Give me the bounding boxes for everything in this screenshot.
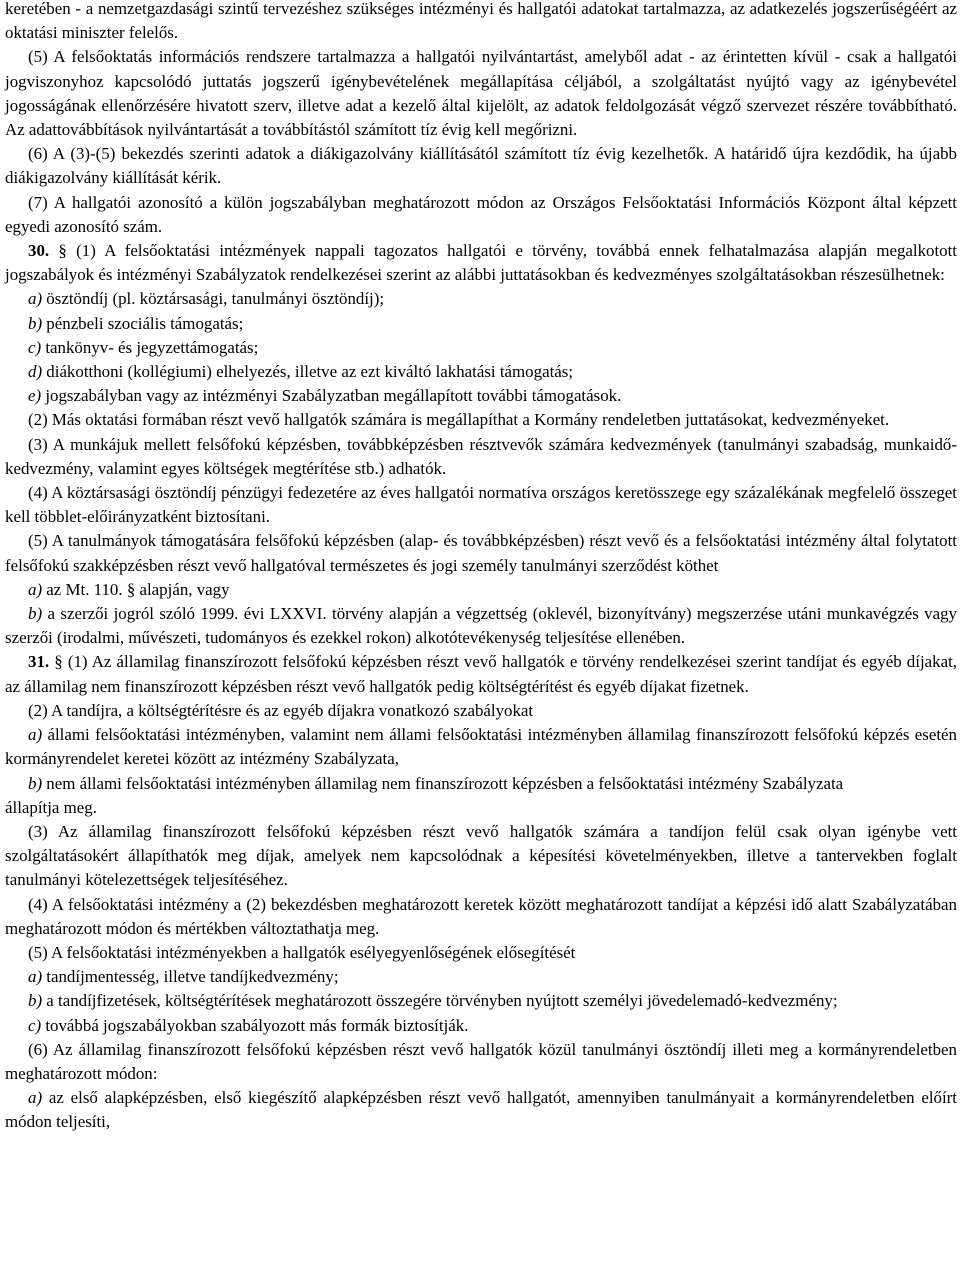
- list-item: [5, 772, 957, 796]
- list-item-label: b): [28, 773, 43, 793]
- list-item: [5, 989, 957, 1013]
- paragraph-29-5: (5) A felsőoktatás információs rendszere tartalmazza a hallgatói nyilvántartást, amelyből adat - az érintetten kívül - csak a hallgatói jogviszonyhoz kapcsolódó juttatás jogszerű igénybevételének megállapítása céljából, a szolgáltatást nyújtó vagy az igénybevétel jogosságának ellenőrzésére hivatott szerv, illetve adat a kezelő által kijelölt, az adatok feldolgozását végző szervezet részére továbbítható. Az adattovábbítások nyilvántartását a továbbítástól számított tíz évig kell megőrizni.: [5, 47, 957, 140]
- list-item-text: a tandíjfizetések, költségtérítések meghatározott összegére törvényben nyújtott személyi jövedelemadó-kedvezmény;: [42, 991, 838, 1011]
- list-item-label: a): [28, 579, 43, 599]
- list-item: [5, 965, 957, 989]
- list-item: [5, 578, 957, 602]
- list-item: [5, 360, 957, 384]
- section-31-paragraph-2: (2) A tandíjra, a költségtérítésre és az egyéb díjakra vonatkozó szabályokat: [28, 700, 534, 720]
- section-30-paragraph-1: [5, 239, 957, 287]
- list-item: [5, 312, 957, 336]
- list-item: [5, 1086, 957, 1134]
- list-item-text: az Mt. 110. § alapján, vagy: [42, 579, 230, 599]
- paragraph-fragment: keretében - a nemzetgazdasági szintű tervezéshez szükséges intézményi és hallgatói adatokat tartalmazza, az adatkezelés jogszerűségéért az oktatási miniszter felelős.: [5, 0, 957, 43]
- section-31-paragraph-5: (5) A felsőoktatási intézményekben a hallgatók esélyegyenlőségének elősegítését: [28, 942, 576, 962]
- list-item-text: ösztöndíj (pl. köztársasági, tanulmányi ösztöndíj);: [42, 289, 385, 309]
- list-item-label: e): [28, 386, 42, 406]
- list-item-text: továbbá jogszabályokban szabályozott más formák biztosítják.: [41, 1015, 469, 1035]
- list-item-text: pénzbeli szociális támogatás;: [42, 313, 244, 333]
- list-item-text: tankönyv- és jegyzettámogatás;: [41, 337, 259, 357]
- section-31-p1-text: § (1) Az államilag finanszírozott felsőfokú képzésben részt vevő hallgatók e törvény rendelkezései szerint tandíjat és egyéb díjakat, az államilag nem finanszírozott képzésben részt vevő hallgatók pedig költségtérítést és egyéb díjakat fizetnek.: [5, 652, 957, 696]
- section-30-p1-text: § (1) A felsőoktatási intézmények nappali tagozatos hallgatói e törvény, továbbá ennek felhatalmazása alapján megalkotott jogszabályok és intézményi Szabályzatok rendelkezései szerint az alábbi juttatásokban és kedvezményes szolgáltatásokban részesülhetnek:: [5, 241, 957, 285]
- section-31-paragraph-2-tail: állapítja meg.: [5, 797, 97, 817]
- list-item-text: állami felsőoktatási intézményben, valamint nem állami felsőoktatási intézményben államilag finanszírozott felsőfokú képzés esetén kormányrendelet keretei között az intézmény Szabályzata,: [5, 725, 957, 769]
- list-item-text: tandíjmentesség, illetve tandíjkedvezmény;: [42, 967, 339, 987]
- paragraph-29-6: (6) A (3)-(5) bekezdés szerinti adatok a diákigazolvány kiállításától számított tíz évig kezelhetők. A határidő újra kezdődik, ha újabb diákigazolvány kiállítását kérik.: [5, 144, 957, 188]
- list-item-label: b): [28, 604, 43, 624]
- section-31-paragraph-3: (3) Az államilag finanszírozott felsőfokú képzésben részt vevő hallgatók számára a tandíjon felül csak olyan igénybe vett szolgáltatásokért állapíthatók meg díjak, amelyek nem kapcsolódnak a képesítési követelményekben, illetve a tantervekben foglalt tanulmányi kötelezettségek teljesítéséhez.: [5, 821, 957, 890]
- list-item-text: nem állami felsőoktatási intézményben államilag nem finanszírozott képzésben a felsőoktatási intézmény Szabályzata: [42, 773, 844, 793]
- section-31-paragraph-6: (6) Az államilag finanszírozott felsőfokú képzésben részt vevő hallgatók közül tanulmányi ösztöndíj illeti meg a kormányrendeletben meghatározott módon:: [5, 1039, 957, 1083]
- list-item-text: az első alapképzésben, első kiegészítő alapképzésben részt vevő hallgatót, amennyiben tanulmányait a kormányrendeletben előírt módon teljesíti,: [5, 1088, 957, 1132]
- list-item-label: a): [28, 967, 43, 987]
- section-30-paragraph-2: (2) Más oktatási formában részt vevő hallgatók számára is megállapíthat a Kormány rendeletben juttatásokat, kedvezményeket.: [28, 410, 890, 430]
- list-item-label: a): [28, 1088, 43, 1108]
- list-item-label: a): [28, 289, 43, 309]
- section-30-paragraph-4: (4) A köztársasági ösztöndíj pénzügyi fedezetére az éves hallgatói normatíva országos keretösszege egy százalékának megfelelő összeget kell többlet-előirányzatként biztosítani.: [5, 483, 957, 527]
- list-item: [5, 287, 957, 311]
- section-30-item-list: [5, 287, 957, 408]
- list-item: [5, 384, 957, 408]
- list-item-label: c): [28, 1015, 42, 1035]
- section-31-paragraph-4: (4) A felsőoktatási intézmény a (2) bekezdésben meghatározott keretek között meghatározott tandíjat a képzési idő alatt Szabályzatában meghatározott módon és mértékben változtathatja meg.: [5, 894, 957, 938]
- list-item: [5, 602, 957, 650]
- list-item-text: diákotthoni (kollégiumi) elhelyezés, illetve az ezt kiváltó lakhatási támogatás;: [42, 362, 574, 382]
- list-item-label: c): [28, 337, 42, 357]
- list-item-text: a szerzői jogról szóló 1999. évi LXXVI. törvény alapján a végzettség (oklevél, bizonyítvány) megszerzése utáni munkavégzés vagy szerzői (irodalmi, művészeti, tudományos és ezekkel rokon) alkotótevékenység teljesítése ellenében.: [5, 604, 957, 648]
- document-page: [5, 0, 957, 1135]
- list-item: [5, 1014, 957, 1038]
- section-30-paragraph-5: (5) A tanulmányok támogatására felsőfokú képzésben (alap- és továbbképzésben) részt vevő és a felsőoktatási intézmény által folytatott felsőfokú szakképzésben részt vevő hallgatóval természetes és jogi személy tanulmányi szerződést köthet: [5, 531, 957, 575]
- section-number: 30.: [28, 241, 50, 261]
- list-item: [5, 336, 957, 360]
- section-31-paragraph-1: [5, 650, 957, 698]
- section-number: 31.: [28, 652, 50, 672]
- list-item-label: d): [28, 362, 43, 382]
- paragraph-29-7: (7) A hallgatói azonosító a külön jogszabályban meghatározott módon az Országos Felsőoktatási Információs Központ által képzett egyedi azonosító szám.: [5, 192, 957, 236]
- list-item-text: jogszabályban vagy az intézményi Szabályzatban megállapított további támogatások.: [41, 386, 622, 406]
- list-item: [5, 723, 957, 771]
- section-30-paragraph-3: (3) A munkájuk mellett felsőfokú képzésben, továbbképzésben résztvevők számára kedvezmények (tanulmányi szabadság, munkaidő-kedvezmény, valamint egyes költségek megtérítése stb.) adhatók.: [5, 434, 957, 478]
- list-item-label: a): [28, 725, 43, 745]
- list-item-label: b): [28, 313, 43, 333]
- list-item-label: b): [28, 991, 43, 1011]
